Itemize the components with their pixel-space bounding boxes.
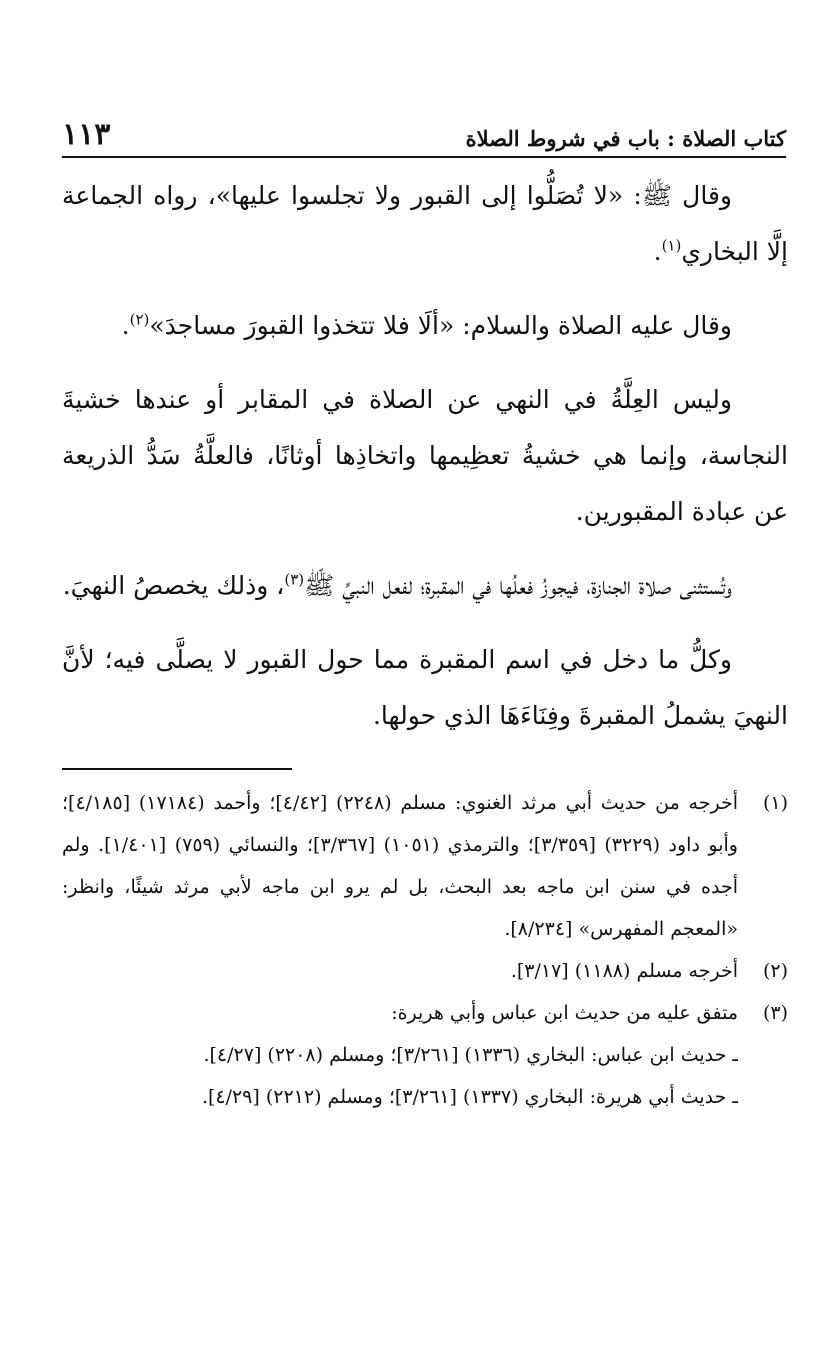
footnote-divider <box>62 768 292 770</box>
footnote-number: (٢) <box>762 960 788 982</box>
footnote <box>62 782 788 950</box>
footnote <box>62 950 788 992</box>
footnote-text: أخرجه مسلم (١١٨٨) [٣/١٧]. <box>510 960 738 982</box>
footnotes <box>62 782 788 1118</box>
footnote-number: (٣) <box>762 1002 788 1024</box>
page-number: ١١٣ <box>62 117 111 152</box>
running-title: كتاب الصلاة : باب في شروط الصلاة <box>465 126 786 151</box>
paragraph: وتُستثنى صلاة الجنازة، فيجوزُ فعلُها في المقبرة؛ لفعل النبيِّ ﷺ$^{(٣)}$، وذلك يخصصُ النهيَ. <box>62 570 732 600</box>
footnote <box>62 992 788 1118</box>
footnote-text: متفق عليه من حديث ابن عباس وأبي هريرة: <box>391 1002 738 1024</box>
footnote-marker[interactable]: (٣) <box>284 570 305 589</box>
footnote-marker[interactable]: (١) <box>661 236 682 255</box>
paragraph: وقال عليه الصلاة والسلام: «ألَا فلا تتخذوا القبورَ مساجدَ»$^{(٢)}$. <box>121 310 732 340</box>
paragraph: وكلُّ ما دخل في اسم المقبرة مما حول القبور لا يصلَّى فيه؛ لأنَّ النهيَ يشملُ المقبرةَ وفِنَاءَهَا الذي حولها. <box>62 645 788 730</box>
footnote-sub-item: ـ حديث ابن عباس: البخاري (١٣٣٦) [٣/٢٦١]؛ ومسلم (٢٢٠٨) [٤/٢٧]. <box>203 1044 738 1066</box>
paragraph: وقال ﷺ: «لا تُصَلُّوا إلى القبور ولا تجلسوا عليها»، رواه الجماعة إلَّا البخاري$^{(١)}$. <box>62 181 788 266</box>
footnote-text: أخرجه من حديث أبي مرثد الغنوي: مسلم (٢٢٤٨) [٤/٤٢]؛ وأحمد (١٧١٨٤) [٤/١٨٥]؛ وأبو داود (٣٢٢٩) [٣/٣٥٩]؛ والترمذي (١٠٥١) [٣/٣٦٧]؛ والنسائي (٧٥٩) [١/٤٠١]. ولم أجده في سنن ابن ماجه بعد البحث، بل لم يرو ابن ماجه لأبي مرثد شيئًا، وانظر: «المعجم المفهرس» [٨/٢٣٤]. <box>62 792 739 940</box>
main-text <box>62 168 788 762</box>
footnote-number: (١) <box>762 792 788 814</box>
footnote-marker[interactable]: (٢) <box>129 310 150 329</box>
page-header <box>62 112 786 158</box>
paragraph: وليس العِلَّةُ في النهي عن الصلاة في المقابر أو عندها خشيةَ النجاسة، وإنما هي خشيةُ تعظِيمها واتخاذِها أوثانًا، فالعلَّةُ سَدُّ الذريعة عن عبادة المقبورين. <box>62 385 788 526</box>
footnote-sub-item: ـ حديث أبي هريرة: البخاري (١٣٣٧) [٣/٢٦١]؛ ومسلم (٢٢١٢) [٤/٢٩]. <box>201 1086 738 1108</box>
